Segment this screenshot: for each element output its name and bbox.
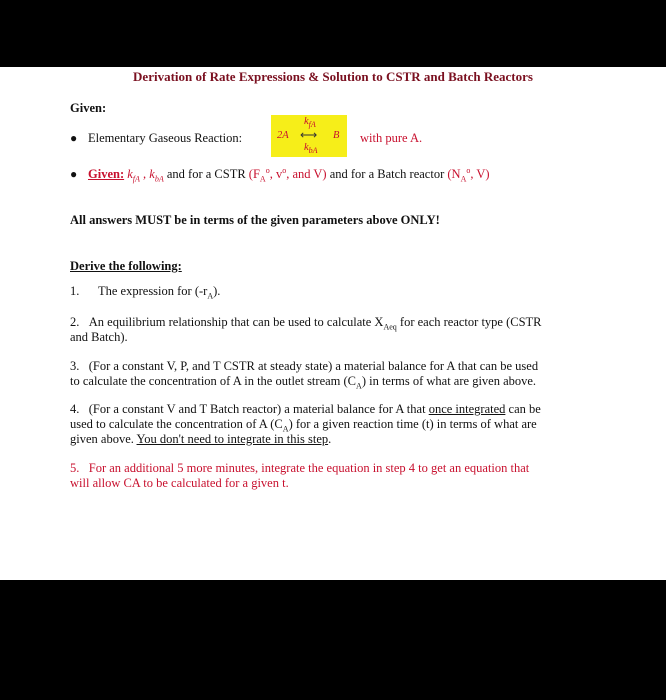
item-1-text: The expression for $(-r_A)$. [98, 284, 221, 301]
bullet-dot: ● [70, 131, 78, 145]
item-number: 1. [70, 284, 80, 298]
reaction-suffix: with pure A. [360, 131, 423, 145]
once-integrated: once integrated [428, 402, 506, 416]
item-4: 4. (For a constant V and T Batch reactor) a material balance for A that once integrated can be used to calculate the concentration of A $(C_A)$ for a given reaction time (t) in terms of what are given above. You don't need to integrate in this step. [70, 402, 541, 446]
document-page [0, 67, 666, 580]
item-5 [70, 461, 529, 491]
no-integrate-note: You don't need to integrate in this step [136, 432, 329, 446]
reaction-equation [271, 115, 347, 157]
equilibrium-arrow: ⟷ [300, 128, 318, 142]
item-2-line2: and Batch). [70, 330, 128, 344]
forward-rate-constant: $k_{fA}$ [304, 116, 316, 130]
item-number: 5. [70, 461, 80, 475]
item-5-line2: will allow CA to be calculated for a given t. [70, 476, 289, 490]
given-label: Given: [88, 167, 125, 181]
item-number: 2. [70, 315, 80, 329]
item-number: 3. [70, 359, 80, 373]
given-header: Given: [70, 101, 107, 115]
product: B [333, 130, 340, 141]
item-3: 3. (For a constant V, P, and T CSTR at steady state) a material balance for A that can be used to calculate the concentration of A in the outlet stream $(C_A)$ in terms of what are given above. [70, 359, 539, 391]
reactant: 2A [277, 130, 289, 141]
instructions-note: All answers MUST be in terms of the given parameters above ONLY! [70, 213, 440, 227]
bullet-dot: ● [70, 167, 78, 181]
item-2: 2. An equilibrium relationship that can be used to calculate $X_{Aeq}$ for each reactor type (CSTR and Batch). [70, 315, 542, 344]
item-5-line1: For an additional 5 more minutes, integrate the equation in step 4 to get an equation that [88, 461, 530, 475]
item-3-line1: (For a constant V, P, and T CSTR at steady state) a material balance for A that can be used [88, 359, 539, 373]
rate-constants: $k_{fA}$ , $k_{bA}$ [127, 167, 164, 184]
derive-header: Derive the following: [70, 259, 182, 273]
document-title: Derivation of Rate Expressions & Solution to CSTR and Batch Reactors [133, 69, 533, 84]
reverse-rate-constant: $k_{bA}$ [304, 142, 318, 156]
item-number: 4. [70, 402, 80, 416]
given-parameters-line: Given: $k_{fA}$ , $k_{bA}$ and for a CSTR ($F_A^o$, $v^o$, and V) and for a Batch reactor ($N_A^o$, V) [88, 165, 490, 184]
reaction-label: Elementary Gaseous Reaction: [88, 131, 243, 145]
